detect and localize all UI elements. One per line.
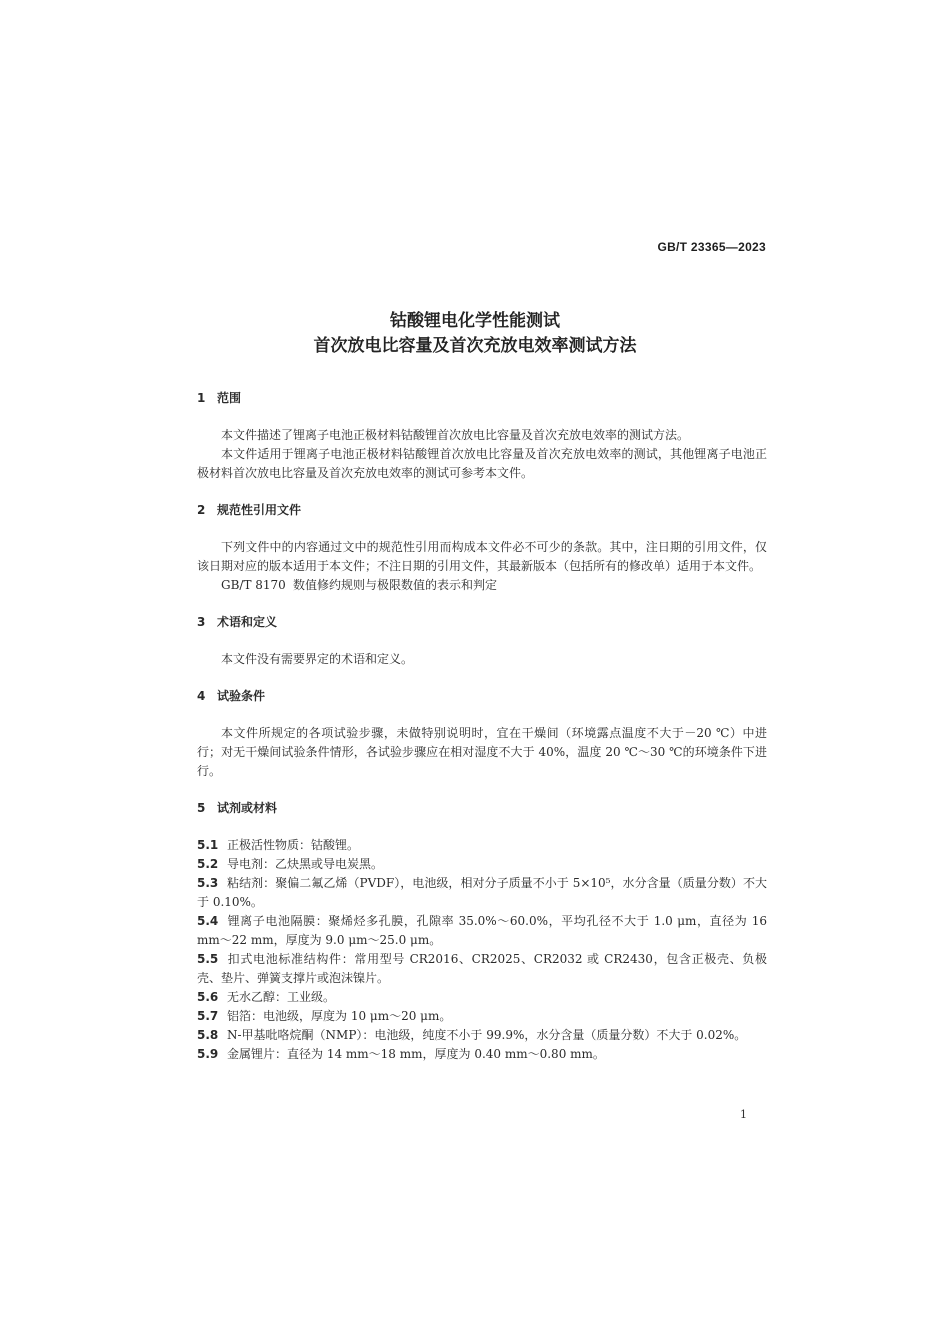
section-heading — [197, 501, 767, 520]
document-body — [197, 389, 767, 1064]
section-number: 1 — [197, 391, 206, 405]
reference-entry — [197, 576, 767, 595]
list-item — [197, 950, 767, 988]
list-item — [197, 836, 767, 855]
section-heading — [197, 687, 767, 706]
section-title: 术语和定义 — [217, 615, 278, 629]
standard-code: GB/T 23365—2023 — [657, 240, 766, 254]
item-text: 锂离子电池隔膜：聚烯烃多孔膜，孔隙率 35.0%～60.0%，平均孔径不大于 1.0 μm，直径为 16 mm～22 mm，厚度为 9.0 μm～25.0 μm。 — [197, 914, 767, 947]
document-title-line-1: 钴酸锂电化学性能测试 — [390, 311, 560, 331]
section-title: 规范性引用文件 — [217, 503, 302, 517]
list-item — [197, 912, 767, 950]
list-item — [197, 855, 767, 874]
section-scope — [197, 389, 767, 483]
section-reagents-materials — [197, 799, 767, 1064]
paragraph: 本文件描述了锂离子电池正极材料钴酸锂首次放电比容量及首次充放电效率的测试方法。 — [221, 428, 690, 442]
item-number: 5.3 — [197, 876, 219, 890]
item-number: 5.6 — [197, 990, 219, 1004]
item-text: 正极活性物质：钴酸锂。 — [227, 838, 360, 852]
document-title-line-2: 首次放电比容量及首次充放电效率测试方法 — [313, 336, 637, 356]
item-number: 5.1 — [197, 838, 219, 852]
reference-code: GB/T 8170 — [221, 578, 286, 592]
reference-title: 数值修约规则与极限数值的表示和判定 — [293, 578, 498, 592]
section-terms-definitions — [197, 613, 767, 669]
item-number: 5.7 — [197, 1009, 219, 1023]
item-text: 无水乙醇：工业级。 — [227, 990, 336, 1004]
page-number: 1 — [740, 1108, 747, 1121]
section-heading — [197, 389, 767, 408]
item-text: 扣式电池标准结构件：常用型号 CR2016、CR2025、CR2032 或 CR2430，包含正极壳、负极壳、垫片、弹簧支撑片或泡沫镍片。 — [197, 952, 767, 985]
list-item — [197, 988, 767, 1007]
paragraph: 本文件没有需要界定的术语和定义。 — [221, 652, 414, 666]
item-text: 金属锂片：直径为 14 mm～18 mm，厚度为 0.40 mm～0.80 mm。 — [227, 1047, 605, 1061]
section-title: 试剂或材料 — [217, 801, 278, 815]
item-text: 粘结剂：聚偏二氟乙烯（PVDF），电池级，相对分子质量不小于 5×10⁵，水分含量（质量分数）不大于 0.10%。 — [197, 876, 767, 909]
section-title: 范围 — [217, 391, 242, 405]
item-number: 5.4 — [197, 914, 219, 928]
item-number: 5.9 — [197, 1047, 219, 1061]
section-heading — [197, 799, 767, 818]
item-number: 5.2 — [197, 857, 219, 871]
item-text: N-甲基吡咯烷酮（NMP）：电池级，纯度不小于 99.9%，水分含量（质量分数）不大于 0.02%。 — [227, 1028, 747, 1042]
item-number: 5.8 — [197, 1028, 219, 1042]
list-item — [197, 1007, 767, 1026]
section-normative-references — [197, 501, 767, 595]
section-number: 5 — [197, 801, 206, 815]
list-item — [197, 1026, 767, 1045]
paragraph: 下列文件中的内容通过文中的规范性引用而构成本文件必不可少的条款。其中，注日期的引用文件，仅该日期对应的版本适用于本文件；不注日期的引用文件，其最新版本（包括所有的修改单）适用于本文件。 — [197, 540, 767, 573]
section-title: 试验条件 — [217, 689, 266, 703]
section-number: 3 — [197, 615, 206, 629]
item-number: 5.5 — [197, 952, 219, 966]
item-text: 铝箔：电池级，厚度为 10 μm～20 μm。 — [227, 1009, 452, 1023]
paragraph: 本文件适用于锂离子电池正极材料钴酸锂首次放电比容量及首次充放电效率的测试，其他锂离子电池正极材料首次放电比容量及首次充放电效率的测试可参考本文件。 — [197, 447, 767, 480]
item-text: 导电剂：乙炔黑或导电炭黑。 — [227, 857, 384, 871]
paragraph: 本文件所规定的各项试验步骤，未做特别说明时，宜在干燥间（环境露点温度不大于－20 ℃）中进行；对无干燥间试验条件情形，各试验步骤应在相对湿度不大于 40%，温度 20 ℃～30 ℃的环境条件下进行。 — [197, 726, 767, 778]
section-heading — [197, 613, 767, 632]
list-item — [197, 874, 767, 912]
section-number: 4 — [197, 689, 206, 703]
list-item — [197, 1045, 767, 1064]
section-number: 2 — [197, 503, 206, 517]
section-test-conditions — [197, 687, 767, 781]
